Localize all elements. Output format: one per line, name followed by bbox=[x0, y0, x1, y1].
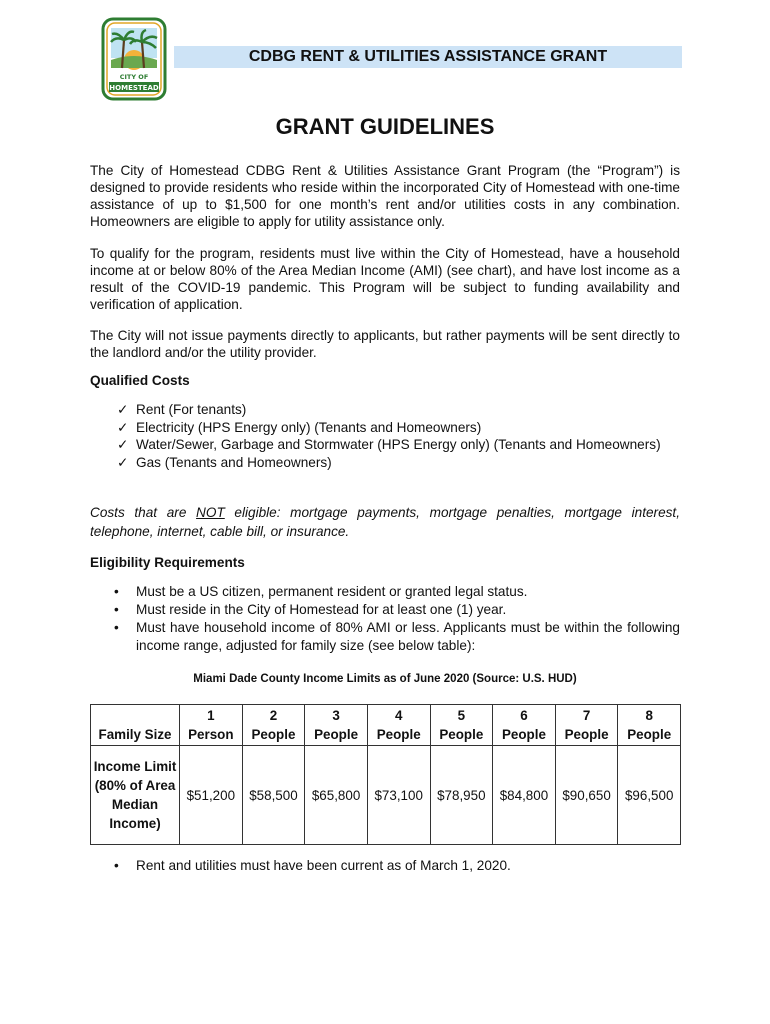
table-cell-family-size bbox=[493, 705, 556, 746]
check-mark-icon: ✓ bbox=[117, 454, 129, 470]
table-cell-family-size bbox=[367, 705, 430, 746]
document-title: GRANT GUIDELINES bbox=[275, 114, 495, 139]
list-item bbox=[90, 436, 680, 454]
list-item-text: Must have household income of 80% AMI or less. Applicants must be within the following income range, adjusted for family size (see below table): bbox=[136, 620, 680, 653]
family-size-header: Family Size bbox=[91, 705, 180, 746]
income-limits-table bbox=[90, 704, 681, 845]
family-size-unit: Person bbox=[188, 727, 234, 742]
table-cell-income-limit: $96,500 bbox=[618, 746, 681, 845]
table-cell-family-size bbox=[242, 705, 305, 746]
table-cell-family-size bbox=[305, 705, 368, 746]
list-item-text: Must reside in the City of Homestead for at least one (1) year. bbox=[136, 602, 507, 617]
table-cell-income-limit: $65,800 bbox=[305, 746, 368, 845]
bullet-icon: • bbox=[114, 620, 119, 635]
logo-text-top: CITY OF bbox=[119, 73, 149, 81]
table-cell-income-limit: $78,950 bbox=[430, 746, 493, 845]
family-size-unit: People bbox=[376, 727, 421, 742]
family-size-number: 5 bbox=[457, 708, 466, 723]
family-size-unit: People bbox=[439, 727, 484, 742]
table-cell-income-limit: $51,200 bbox=[180, 746, 243, 845]
table-cell-family-size bbox=[430, 705, 493, 746]
list-item bbox=[90, 619, 680, 655]
intro-paragraph: The City of Homestead CDBG Rent & Utilities Assistance Grant Program (the “Program”) is designed to provide residents who reside within the incorporated City of Homestead with one-time assistance of up to $1,500 for one month’s rent and/or utilities costs in any combination. Homeowners are eligible to apply for utility assistance only. bbox=[90, 163, 680, 229]
table-cell-family-size bbox=[180, 705, 243, 746]
not-eligible-note bbox=[90, 503, 680, 541]
header-banner: CDBG RENT & UTILITIES ASSISTANCE GRANT bbox=[174, 46, 682, 68]
list-item bbox=[90, 419, 680, 437]
family-size-number: 1 bbox=[207, 708, 215, 723]
list-item bbox=[90, 601, 680, 619]
family-size-unit: People bbox=[501, 727, 546, 742]
list-item-text: Gas (Tenants and Homeowners) bbox=[136, 454, 332, 470]
logo-text-bottom: HOMESTEAD bbox=[109, 84, 159, 92]
not-eligible-suffix: eligible: mortgage payments, mortgage penalties, mortgage interest, telephone, internet, cable bill, or insurance. bbox=[90, 505, 680, 539]
family-size-number: 8 bbox=[645, 708, 653, 723]
family-size-number: 2 bbox=[269, 708, 278, 723]
income-limit-header: Income Limit (80% of Area Median Income) bbox=[91, 746, 180, 845]
city-of-homestead-seal-logo bbox=[100, 16, 168, 102]
not-eligible-emphasis: NOT bbox=[196, 505, 225, 520]
table-header-row bbox=[91, 705, 681, 746]
list-item bbox=[90, 583, 680, 601]
table-row bbox=[91, 746, 681, 845]
check-mark-icon: ✓ bbox=[117, 419, 129, 435]
list-item-text: Rent (For tenants) bbox=[136, 402, 247, 417]
family-size-unit: People bbox=[251, 727, 296, 742]
list-item-text: Must be a US citizen, permanent resident or granted legal status. bbox=[136, 584, 528, 599]
bullet-icon: • bbox=[114, 858, 119, 873]
table-cell-income-limit: $84,800 bbox=[493, 746, 556, 845]
family-size-number: 4 bbox=[394, 708, 403, 723]
family-size-number: 3 bbox=[332, 708, 340, 723]
table-cell-family-size bbox=[555, 705, 618, 746]
bullet-icon: • bbox=[114, 602, 119, 617]
payment-paragraph: The City will not issue payments directly to applicants, but rather payments will be sent directly to the landlord and/or the utility provider. bbox=[90, 328, 680, 360]
check-mark-icon: ✓ bbox=[117, 437, 129, 452]
table-cell-income-limit: $90,650 bbox=[555, 746, 618, 845]
final-note-text: Rent and utilities must have been current as of March 1, 2020. bbox=[136, 858, 511, 873]
family-size-unit: People bbox=[314, 727, 359, 742]
final-note-list bbox=[90, 857, 680, 875]
table-cell-family-size bbox=[618, 705, 681, 746]
list-item bbox=[90, 401, 680, 419]
bullet-icon: • bbox=[114, 584, 119, 599]
table-cell-income-limit: $73,100 bbox=[367, 746, 430, 845]
eligibility-list bbox=[90, 583, 680, 655]
family-size-number: 6 bbox=[520, 708, 528, 723]
table-cell-income-limit: $58,500 bbox=[242, 746, 305, 845]
qualified-costs-heading: Qualified Costs bbox=[90, 373, 190, 388]
income-table-caption: Miami Dade County Income Limits as of June 2020 (Source: U.S. HUD) bbox=[193, 673, 577, 685]
check-mark-icon: ✓ bbox=[117, 402, 129, 417]
list-item-text: Water/Sewer, Garbage and Stormwater (HPS Energy only) (Tenants and Homeowners) bbox=[136, 437, 661, 452]
family-size-unit: People bbox=[564, 727, 609, 742]
eligibility-heading: Eligibility Requirements bbox=[90, 555, 245, 570]
family-size-number: 7 bbox=[582, 708, 591, 723]
list-item bbox=[90, 857, 680, 875]
list-item-text: Electricity (HPS Energy only) (Tenants and Homeowners) bbox=[136, 419, 482, 435]
list-item bbox=[90, 454, 680, 472]
qualified-costs-list bbox=[90, 401, 680, 471]
qualification-paragraph: To qualify for the program, residents must live within the City of Homestead, have a household income at or below 80% of the Area Median Income (AMI) (see chart), and have lost income as a result of the COVID-19 pandemic. This Program will be subject to funding availability and verification of application. bbox=[90, 246, 680, 312]
family-size-unit: People bbox=[627, 727, 672, 742]
not-eligible-prefix: Costs that are bbox=[90, 505, 197, 520]
